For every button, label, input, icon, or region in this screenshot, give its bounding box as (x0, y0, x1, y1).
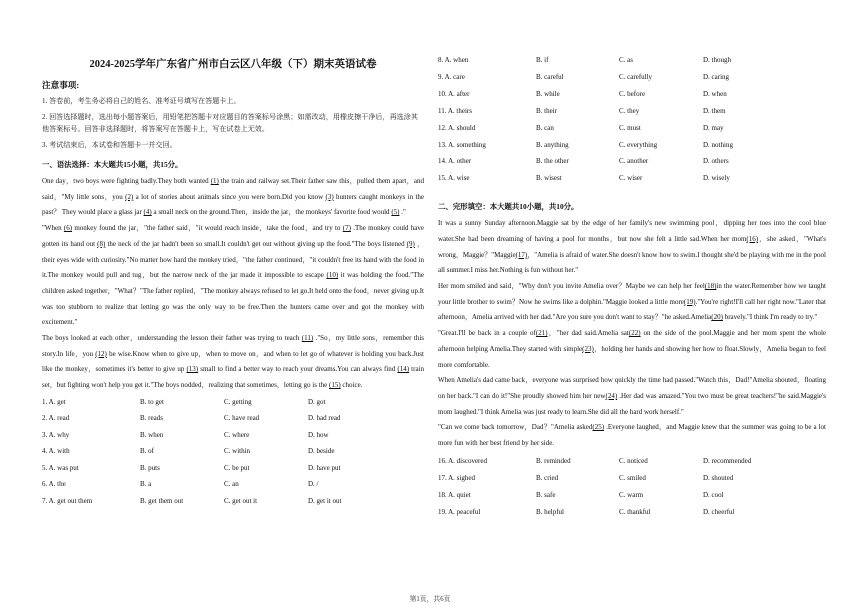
cloze-passage (438, 216, 826, 452)
option-row (438, 86, 826, 103)
option-choice: B. reads (140, 414, 163, 423)
option-row (438, 153, 826, 170)
option-choice: 16. A. discovered (438, 456, 487, 465)
option-choice: B. cried (536, 473, 559, 482)
option-choice: B. can (536, 123, 554, 132)
blank-number: (23) (582, 344, 594, 353)
passage-text: monkey found the jar，"the father said，"it would reach inside，take the food，and try to (72, 224, 343, 233)
blank-number: (10) (326, 271, 339, 280)
passage-text: .Her dad was amazed."You two must be great teachers!"he said.Maggie's mom laughed."I think Amelia was just ready to learn.She did all the hard work herself." (438, 391, 826, 416)
option-choice: 6. A. the (42, 480, 66, 489)
notice-item: 1. 答卷前，考生务必将自己的姓名、准考证号填写在答题卡上。 (42, 97, 241, 105)
grammar-passage (42, 174, 424, 394)
blank-number: (1) (210, 177, 219, 185)
passage-text: ."You're right!I'll call her right now."Later that afternoon，Amelia arrived with her dad."Are you sure you don't want to stay？"he asked.Amelia (438, 297, 826, 322)
option-choice: 14. A. other (438, 157, 472, 166)
passage-text: ，"her dad said.Amelia sat (547, 329, 629, 338)
section-heading-grammar: 一、语法选择：本大题共15小题，共15分。 (42, 160, 183, 169)
option-choice: D. wisely (703, 174, 730, 183)
passage-text: ."So，my little sons，remember this story.In life，you (42, 334, 424, 358)
option-choice: 18. A. quiet (438, 490, 471, 499)
option-choice: C. thankful (619, 507, 651, 516)
passage-paragraph (438, 420, 826, 451)
passage-paragraph (438, 373, 826, 420)
blank-number: (8) (97, 239, 106, 248)
option-choice: D. others (703, 157, 729, 166)
option-choice: D. / (308, 480, 319, 489)
option-choice: B. reminded (536, 456, 571, 465)
option-choice: B. puts (140, 463, 160, 472)
option-choice: B. anything (536, 140, 569, 149)
passage-text: in the water.Remember how we taught your little brother to swim？Now he swims like a dolphin."Maggie looked a little more (438, 282, 826, 306)
option-choice: 9. A. care (438, 72, 465, 81)
option-row (438, 170, 826, 187)
passage-text: ，"Amelia is afraid of water.She doesn't know how to swim.I thought she'd be playing with me in the pool all summer.I miss her.Nothing is fun without her." (438, 250, 826, 275)
option-choice: D. when (703, 89, 727, 98)
option-choice: C. an (224, 480, 239, 489)
blank-number: (6) (63, 224, 73, 233)
option-choice: D. shouted (703, 473, 734, 482)
option-choice: D. got (308, 397, 326, 406)
option-choice: 11. A. theirs (438, 106, 472, 115)
option-choice: B. to get (140, 397, 164, 406)
option-row (438, 137, 826, 154)
option-choice: B. careful (536, 72, 564, 81)
option-choice: 15. A. wise (438, 174, 470, 183)
option-choice: B. the other (536, 157, 569, 166)
option-choice: C. have read (224, 414, 260, 423)
option-choice: 12. A. should (438, 123, 476, 132)
option-choice: D. cheerful (703, 507, 735, 516)
notice-heading: 注意事项: (42, 80, 80, 90)
option-choice: C. get out it (224, 496, 258, 505)
option-choice: B. if (536, 56, 549, 64)
passage-text: ，their eyes wide with curiosity."No matter how hard the monkey tried，"the father continued，"it couldn't free its hand with the food in it.The monkey would pull and tug，but the narrow neck of the jar made it impossible to escape (42, 239, 424, 280)
blank-number: (5) (391, 208, 400, 217)
passage-paragraph (438, 326, 826, 373)
blank-number: (11) (301, 334, 314, 343)
option-row (42, 460, 424, 477)
exam-title: 2024-2025学年广东省广州市白云区八年级（下）期末英语试卷 (89, 59, 377, 70)
passage-text: the train and railway set.Their father saw this，pulled them apart，and said，"My little sons，you (42, 177, 424, 201)
option-choice: C. as (619, 56, 633, 64)
passage-paragraph (42, 174, 424, 221)
blank-number: (13) (186, 365, 199, 374)
option-choice: C. warm (619, 490, 644, 499)
option-choice: D. nothing (703, 140, 733, 149)
option-choice: C. noticed (619, 456, 648, 465)
option-choice: C. smiled (619, 473, 646, 482)
blank-number: (15) (329, 381, 341, 390)
blank-number: (3) (325, 192, 334, 201)
passage-text: a lot of stories about animals since you were born.Did you know (133, 192, 326, 201)
option-choice: C. getting (224, 397, 252, 406)
option-choice: B. a (140, 480, 152, 489)
option-choice: D. get it out (308, 496, 342, 505)
passage-text: ，she asked，"What's wrong，Maggie？"Maggie (438, 234, 827, 259)
option-choice: D. cool (703, 490, 724, 499)
passage-text: a small neck on the ground.Then，inside the jar，the monkeys' favorite food would (151, 208, 392, 217)
blank-number: (2) (125, 192, 134, 201)
passage-paragraph (42, 221, 424, 331)
option-choice: 1. A. get (42, 397, 66, 406)
option-row (438, 470, 826, 487)
option-choice: C. wiser (619, 174, 643, 183)
passage-paragraph (438, 216, 826, 279)
passage-text: .Everyone laughed，and Maggie knew that the summer was going to be a lot more fun with her best friend by her side. (438, 423, 826, 448)
option-row (42, 443, 424, 460)
passage-paragraph (438, 279, 826, 326)
option-choice: 7. A. get out them (42, 496, 93, 505)
option-row (42, 493, 424, 510)
passage-text: When Amelia's dad came back，everyone was surprised how quickly the time had passed."Watch this，Dad!"Amelia shouted，floating on her back."I can do it!"She proudly showed him her new (438, 376, 826, 400)
option-choice: 5. A. was put (42, 463, 79, 472)
passage-text: "Great.I'll be back in a couple of (438, 329, 536, 338)
option-choice: D. them (703, 106, 726, 115)
blank-number: (18) (704, 282, 717, 291)
option-choice: C. within (224, 447, 251, 456)
blank-number: (14) (397, 365, 410, 374)
option-choice: D. how (308, 430, 329, 439)
option-choice: 13. A. something (438, 140, 486, 149)
option-choice: C. everything (619, 140, 658, 149)
passage-text: .The monkey could have gotten its hand out (42, 224, 425, 248)
passage-text: bravely."I think I'm ready to try." (722, 313, 818, 322)
option-choice: D. had read (308, 414, 341, 423)
option-choice: D. may (703, 123, 724, 132)
option-row (438, 103, 826, 120)
passage-text: be wise.Know when to give up，when to move on，and when to let go of whatever is holding you back.Just like the monkey，sometimes it's better to give up (42, 349, 424, 374)
option-row (438, 487, 826, 504)
passage-text: it was holding the food."The children asked together，"What？"The father replied，"The monkey always refused to let go.It held onto the food，never giving up.It was too stubborn to realize that letting go was the only way to be free.Then the hunters came over and got the monkey with excitement." (42, 271, 425, 327)
option-row (42, 427, 424, 444)
passage-paragraph (42, 331, 424, 394)
option-row (438, 69, 826, 86)
option-choice: C. where (224, 430, 250, 439)
passage-text: "When (42, 224, 64, 233)
option-choice: C. carefully (619, 72, 653, 81)
passage-text: "Can we come back tomorrow，Dad？"Amelia asked (438, 423, 593, 432)
option-choice: 2. A. read (42, 414, 70, 423)
blank-number: (4) (143, 208, 152, 217)
passage-text: small to find a better way to reach your dreams.You can always find (198, 365, 398, 374)
option-choice: B. safe (536, 490, 556, 499)
option-choice: B. of (140, 447, 154, 456)
option-row (438, 120, 826, 137)
passage-text: on the side of the pool.Maggie and her mom spent the whole afternoon helping Amelia.They started with simple (438, 329, 826, 353)
option-choice: 4. A. with (42, 447, 70, 456)
notice-item: 2. 回答选择题时，选出每小题答案后，用铅笔把答题卡对应题目的答案标号涂黑；如需改动，用橡皮擦干净后，再选涂其他答案标号。回答非选择题时，将答案写在答题卡上，写在试卷上无效。 (42, 112, 418, 133)
option-choice: 17. A. sighed (438, 473, 475, 482)
passage-text: hunters caught monkeys in the past？ They would place a glass jar (42, 192, 424, 217)
left-column (42, 50, 424, 509)
option-row (42, 476, 424, 493)
option-row (42, 394, 424, 411)
right-column (438, 52, 826, 520)
grammar-options-right (438, 52, 826, 187)
option-choice: D. recommended (703, 456, 752, 465)
option-choice: 8. A. when (438, 56, 469, 64)
blank-number: (9) (406, 239, 415, 248)
option-choice: 10. A. after (438, 89, 470, 98)
blank-number: (12) (95, 349, 107, 358)
passage-text: choice. (340, 381, 363, 390)
passage-text: It was a sunny Sunday afternoon.Maggie sat by the edge of her family's new swimming pool，dipping her toes into the cool blue water.She had been dreaming of having a pool for months，but now she felt a little sad.When her mom (438, 219, 826, 243)
grammar-options-left (42, 394, 424, 510)
page-footer: 第1页，共6页 (409, 596, 451, 603)
option-choice: B. when (140, 430, 164, 439)
passage-text: One day，two boys were fighting badly.They both wanted (42, 177, 211, 185)
option-row (438, 52, 826, 69)
notice-item: 3. 考试结束后，本试卷和答题卡一并交回。 (42, 140, 177, 149)
passage-text: Her mom smiled and said，"Why don't you invite Amelia over？Maybe we can help her feel (438, 282, 705, 291)
passage-text: ." (399, 208, 406, 217)
blank-number: (22) (628, 329, 641, 338)
option-choice: D. though (703, 56, 731, 64)
option-choice: B. their (536, 106, 557, 115)
passage-text: ，holding her hands and showing her how to float.Slowly，Amelia began to feel more comfortable. (438, 344, 826, 369)
option-row (438, 453, 826, 470)
option-choice: 3. A. why (42, 430, 70, 439)
blank-number: (21) (535, 329, 548, 338)
option-choice: B. wisest (536, 174, 562, 183)
option-choice: C. another (619, 157, 649, 166)
cloze-options (438, 453, 826, 521)
option-row (438, 504, 826, 521)
option-choice: D. caring (703, 72, 730, 81)
blank-number: (25) (592, 423, 605, 432)
passage-text: train set，but fighting won't help you get it."The boys nodded，realizing that sometimes，letting go is the (42, 365, 424, 390)
option-choice: D. beside (308, 447, 335, 456)
blank-number: (24) (605, 391, 618, 400)
option-choice: C. must (619, 123, 641, 132)
option-choice: B. helpful (536, 507, 564, 516)
option-choice: D. have put (308, 463, 341, 472)
option-choice: C. before (619, 89, 646, 98)
option-row (42, 410, 424, 427)
option-choice: B. while (536, 89, 560, 98)
passage-text: The boys looked at each other，understanding the lesson their father was trying to teach (42, 334, 302, 343)
blank-number: (19) (683, 297, 696, 306)
option-choice: C. be put (224, 463, 250, 472)
blank-number: (7) (342, 224, 351, 233)
blank-number: (20) (711, 313, 723, 322)
option-choice: B. get them out (140, 496, 184, 505)
option-choice: C. they (619, 106, 640, 115)
passage-text: the neck of the jar hadn't been so small.It couldn't get out without giving up the food."The boys listened (105, 239, 407, 248)
section-heading-cloze: 二、完形填空：本大题共10小题，共10分。 (438, 202, 579, 212)
blank-number: (17) (515, 250, 528, 259)
option-choice: 19. A. peaceful (438, 507, 481, 516)
blank-number: (16) (746, 234, 759, 243)
